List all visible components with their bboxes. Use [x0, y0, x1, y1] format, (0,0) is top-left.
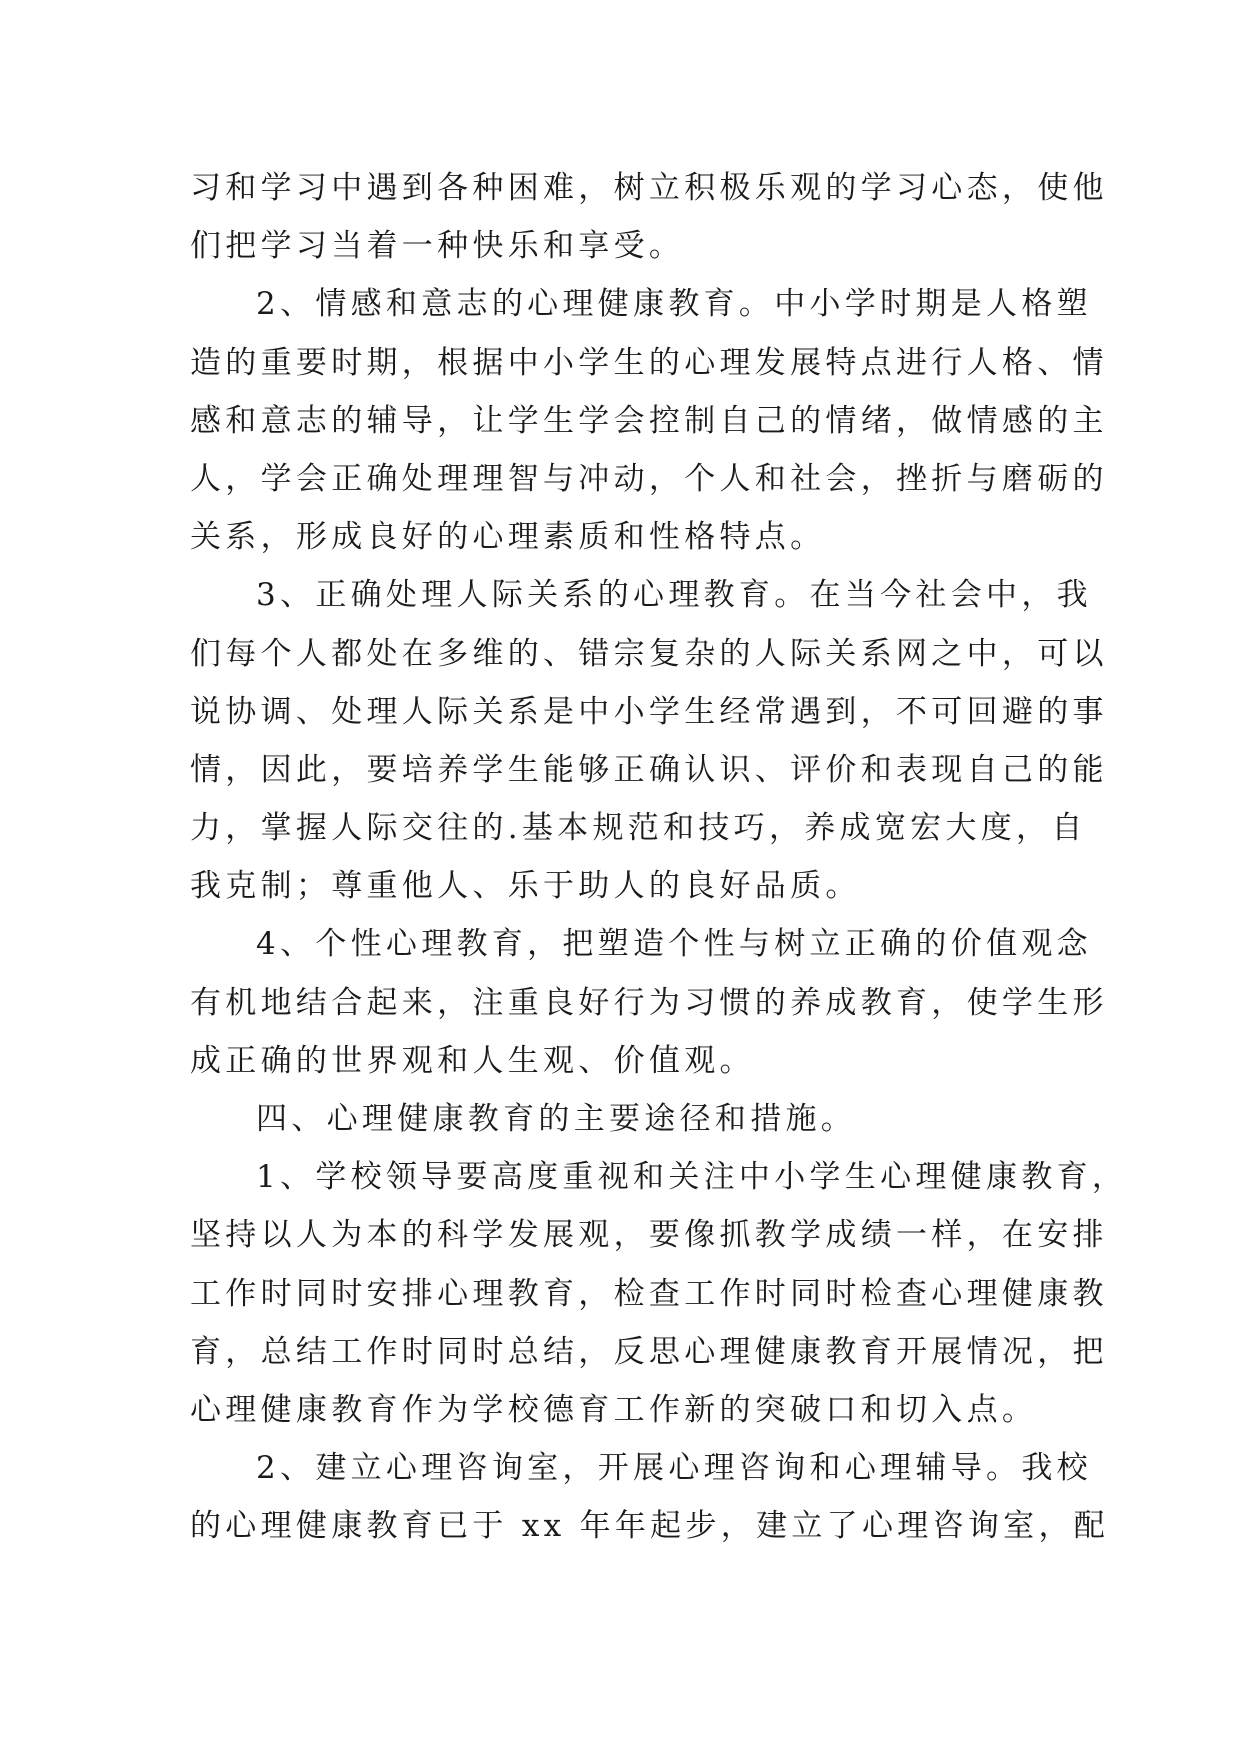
- text-line: 说协调、处理人际关系是中小学生经常遇到，不可回避的事: [190, 693, 1108, 730]
- text-line: 心理健康教育作为学校德育工作新的突破口和切入点。: [190, 1391, 1038, 1428]
- paragraph-first-line: 1、学校领导要高度重视和关注中小学生心理健康教育，: [256, 1159, 1128, 1196]
- paragraph-first-line: 四、心理健康教育的主要途径和措施。: [256, 1101, 857, 1137]
- text-line: 情，因此，要培养学生能够正确认识、评价和表现自己的能: [190, 751, 1108, 788]
- text-line: 育，总结工作时同时总结，反思心理健康教育开展情况，把: [190, 1333, 1108, 1370]
- paragraph-first-line: 4、个性心理教育，把塑造个性与树立正确的价值观念: [256, 926, 1092, 963]
- text-line: 坚持以人为本的科学发展观，要像抓教学成绩一样，在安排: [190, 1217, 1108, 1254]
- text-line: 们把学习当着一种快乐和享受。: [190, 228, 685, 265]
- text-line: 成正确的世界观和人生观、价值观。: [190, 1042, 755, 1079]
- body-text: [190, 159, 1128, 1556]
- text-line: 感和意志的辅导，让学生学会控制自己的情绪，做情感的主: [190, 402, 1108, 439]
- paragraph-first-line: 3、正确处理人际关系的心理教育。在当今社会中，我: [256, 577, 1092, 614]
- text-line: 我克制；尊重他人、乐于助人的良好品质。: [190, 868, 861, 905]
- text-line: 的心理健康教育已于 xx 年年起步，建立了心理咨询室，配: [190, 1508, 1110, 1545]
- text-line: 造的重要时期，根据中小学生的心理发展特点进行人格、情: [190, 344, 1108, 381]
- text-line: 习和学习中遇到各种困难，树立积极乐观的学习心态，使他: [190, 170, 1108, 206]
- paragraph-first-line: 2、建立心理咨询室，开展心理咨询和心理辅导。我校: [256, 1450, 1092, 1487]
- text-line: 工作时同时安排心理教育，检查工作时同时检查心理健康教: [190, 1275, 1108, 1312]
- text-line: 关系，形成良好的心理素质和性格特点。: [190, 519, 826, 556]
- text-line: 们每个人都处在多维的、错宗复杂的人际关系网之中，可以: [190, 635, 1108, 672]
- text-line: 力，掌握人际交往的.基本规范和技巧，养成宽宏大度，自: [190, 810, 1087, 847]
- paragraph-first-line: 2、情感和意志的心理健康教育。中小学时期是人格塑: [256, 286, 1092, 323]
- text-line: 有机地结合起来，注重良好行为习惯的养成教育，使学生形: [190, 984, 1108, 1021]
- text-line: 人，学会正确处理理智与冲动，个人和社会，挫折与磨砺的: [190, 460, 1108, 497]
